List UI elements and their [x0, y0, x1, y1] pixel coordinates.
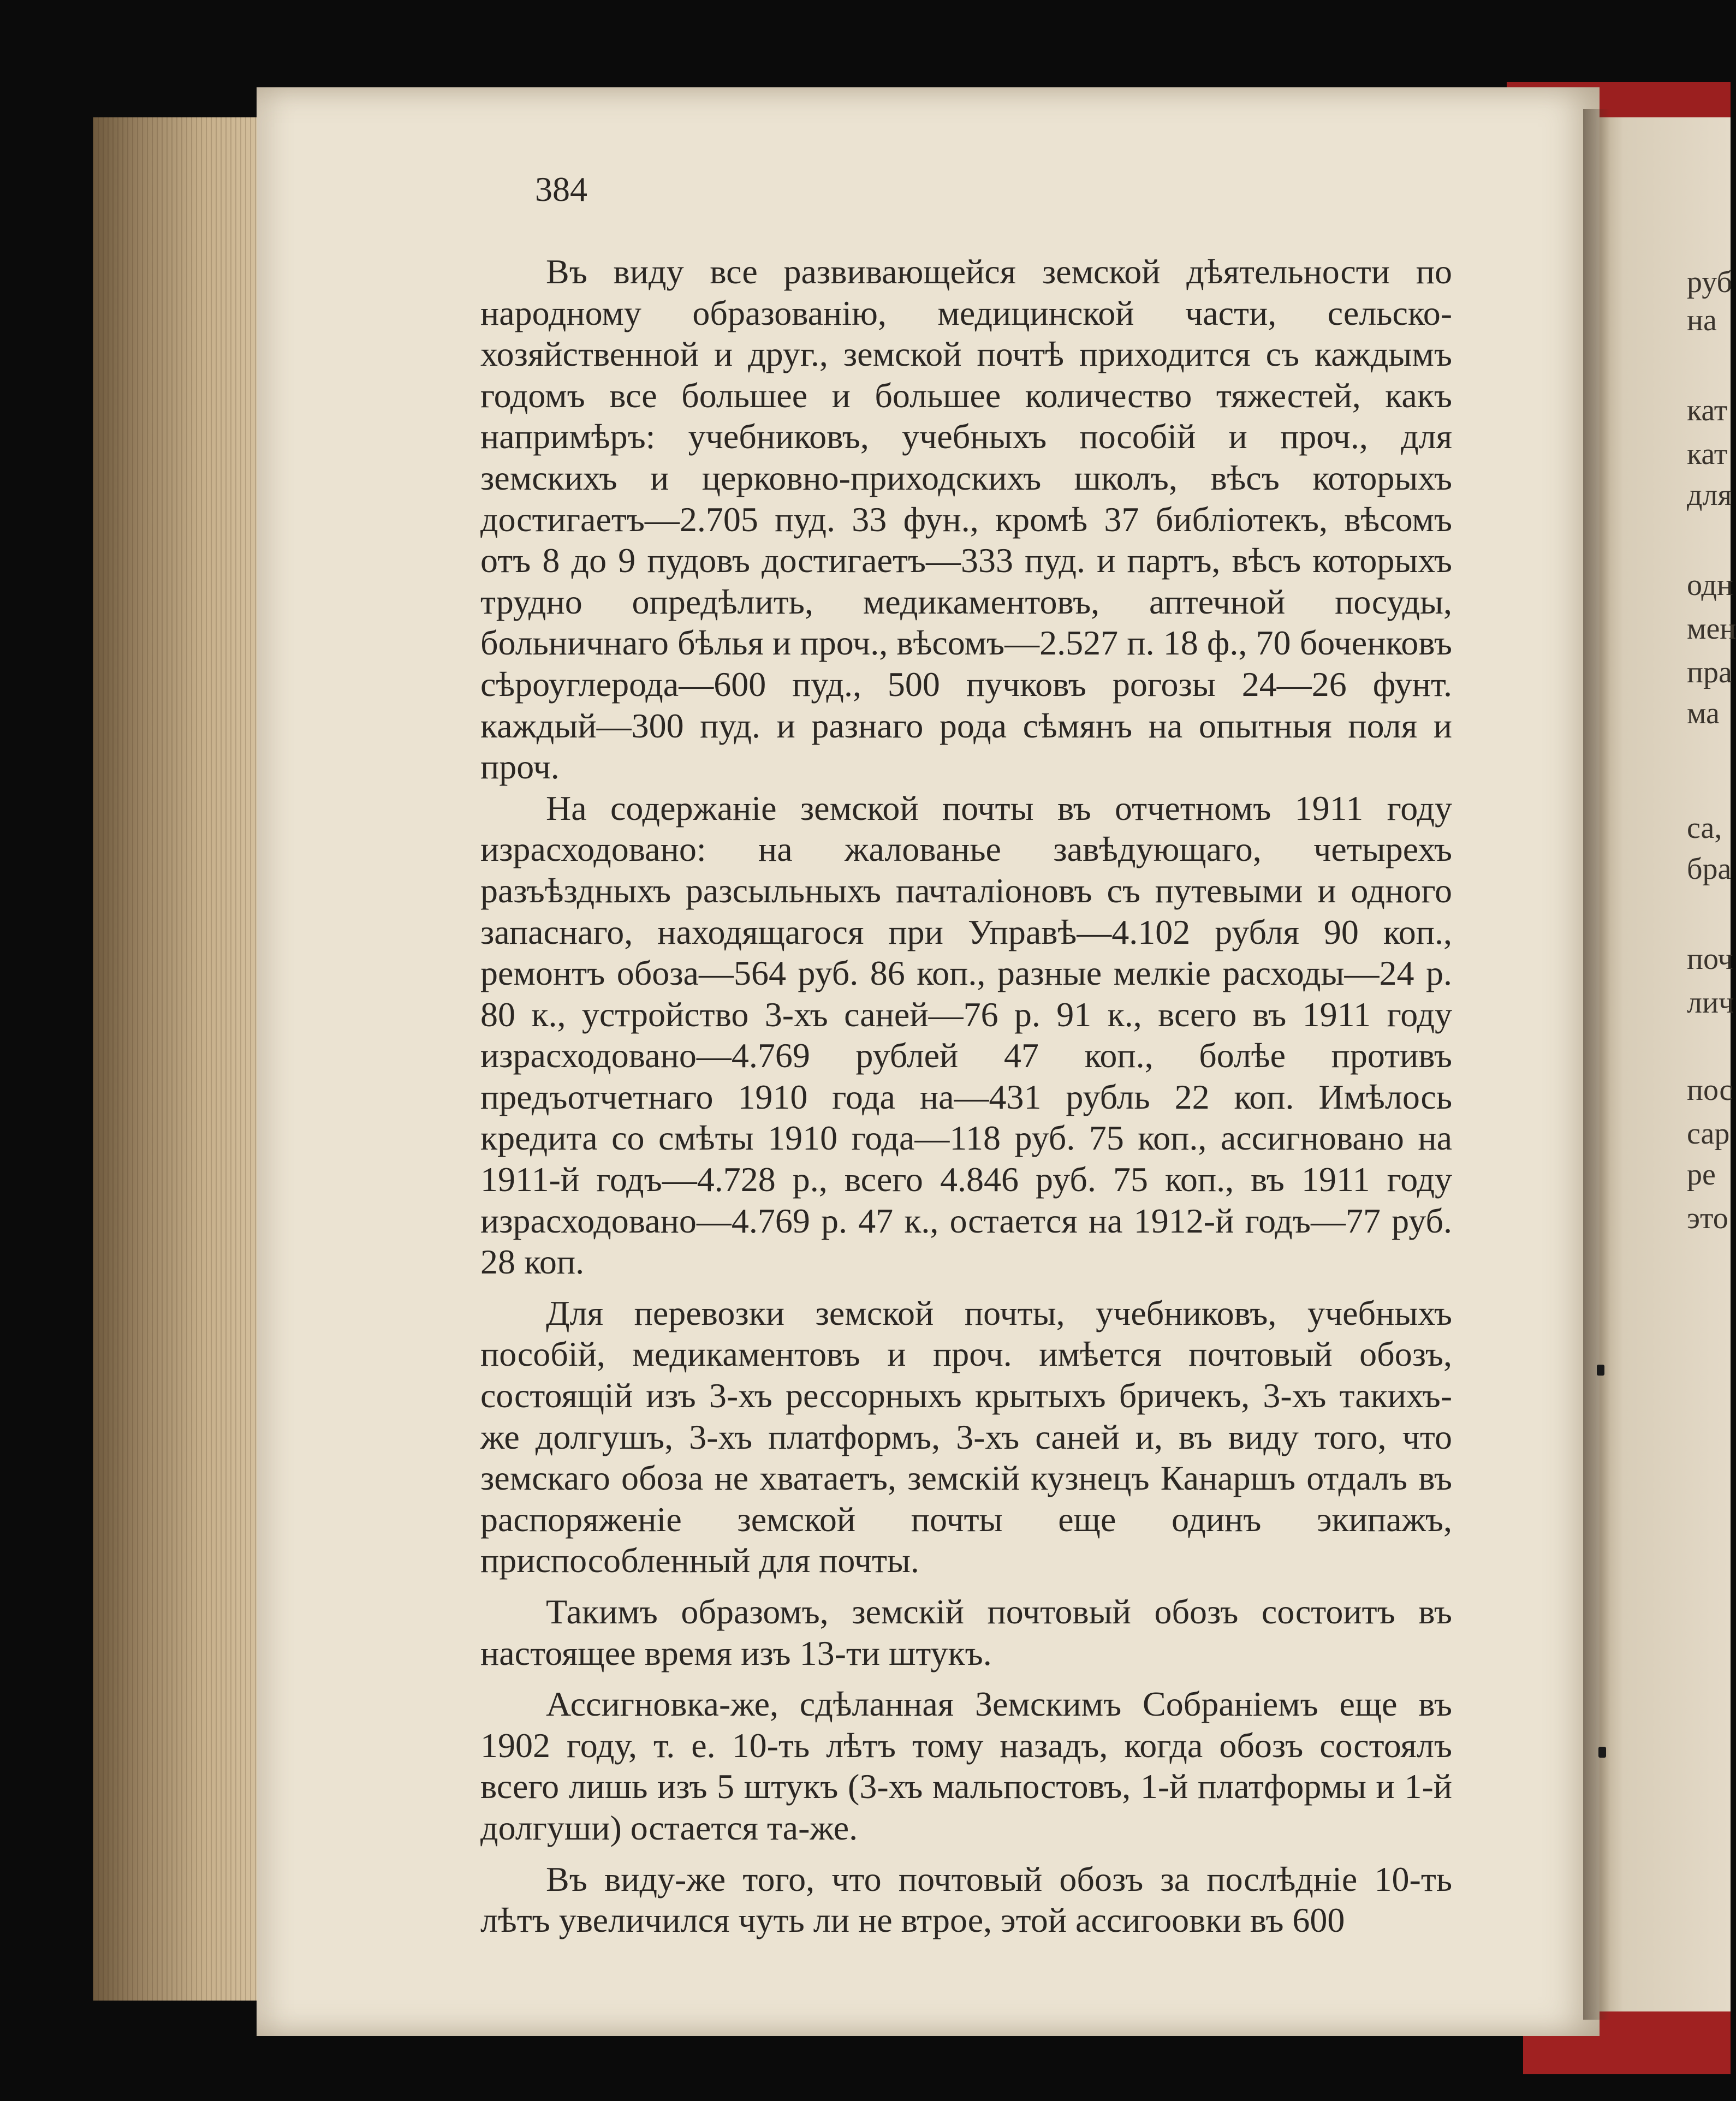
- right-page-fragment: поч: [1687, 942, 1733, 976]
- right-page-fragment: ма: [1687, 697, 1720, 730]
- right-page-fragment: сар: [1687, 1117, 1730, 1151]
- paragraph: Въ виду-же того, что почтовый обозъ за послѣдніе 10-ть лѣтъ увеличился чуть ли не втрое, этой ассигоовки въ 600: [480, 1859, 1452, 1940]
- right-page-fragment: бра: [1687, 852, 1732, 886]
- book-page: [257, 87, 1600, 2036]
- binding-mark: [1597, 1365, 1604, 1376]
- right-page-fragment: это: [1687, 1201, 1728, 1235]
- right-page-fragment: лич: [1687, 986, 1734, 1020]
- page-number: 384: [535, 170, 587, 209]
- paragraph: Ассигновка-же, сдѣланная Земскимъ Собраніемъ еще въ 1902 году, т. е. 10-ть лѣтъ тому назадъ, когда обозъ состоялъ всего лишь изъ 5 штукъ (3-хъ мальпостовъ, 1-й платформы и 1-й долгуши) остается та-же.: [480, 1685, 1452, 1847]
- paragraph: Въ виду все развивающейся земской дѣятельности по народному образованію, медицинской части, сельско-хозяйственной и друг., земской почтѣ приходится съ каждымъ годомъ все большее и большее количество тяжестей, какъ напримѣръ: учебниковъ, учебныхъ пособій и проч., для земскихъ и церковно-приходскихъ школъ, вѣсъ которыхъ достигаетъ—2.705 пуд. 33 фун., кромѣ 37 библіотекъ, вѣсомъ отъ 8 до 9 пудовъ достигаетъ—333 пуд. и партъ, вѣсъ которыхъ трудно опредѣлить, медикаментовъ, аптечной посуды, больничнаго бѣлья и проч., вѣсомъ—2.527 п. 18 ф., 70 боченковъ сѣроуглерода—600 пуд., 500 пучковъ рогозы 24—26 фунт. каждый—300 пуд. и разнаго рода сѣмянъ на опытныя поля и проч.: [480, 252, 1452, 787]
- paragraph: На содержаніе земской почты въ отчетномъ 1911 году израсходовано: на жалованье завѣдующаго, четырехъ разъѣздныхъ разсыльныхъ пачталіоновъ съ путевыми и одного запаснаго, находящагося при Управѣ—4.102 рубля 90 коп., ремонтъ обоза—564 руб. 86 коп., разные мелкіе расходы—24 р. 80 к., устройство 3-хъ саней—76 р. 91 к., всего въ 1911 году израсходовано—4.769 рублей 47 коп., болѣе противъ предъотчетнаго 1910 года на—431 рубль 22 коп. Имѣлось кредита со смѣты 1910 года—118 руб. 75 коп., ассигновано на 1911-й годъ—4.728 р., всего 4.846 руб. 75 коп., въ 1911 году израсходовано—4.769 р. 47 к., остается на 1912-й годъ—77 руб. 28 коп.: [480, 788, 1452, 1282]
- binding-mark: [1598, 1747, 1606, 1758]
- right-page: [1597, 117, 1736, 2011]
- page-body-text: [480, 251, 1452, 1941]
- paragraph: Для перевозки земской почты, учебниковъ, учебныхъ пособій, медикаментовъ и проч. имѣется почтовый обозъ, состоящій изъ 3-хъ рессорныхъ крытыхъ бричекъ, 3-хъ такихъ-же долгушъ, 3-хъ платформъ, 3-хъ саней и, въ виду того, что земскаго обоза не хватаетъ, земскій кузнецъ Канаршъ отдалъ въ распоряженіе земской почты еще одинъ экипажъ, приспособленный для почты.: [480, 1293, 1452, 1580]
- right-page-fragment: руб: [1687, 265, 1733, 299]
- right-page-fragment: на: [1687, 303, 1717, 337]
- right-page-fragment: для: [1687, 478, 1732, 512]
- right-page-fragment: са,: [1687, 811, 1722, 845]
- paragraph: Такимъ образомъ, земскій почтовый обозъ состоитъ въ настоящее время изъ 13-ти штукъ.: [480, 1592, 1452, 1673]
- right-page-fragment: одн: [1687, 568, 1733, 602]
- right-page-fragment: кат: [1687, 394, 1728, 427]
- page-gutter-shadow: [1583, 109, 1610, 2020]
- right-page-fragment: кат: [1687, 437, 1728, 471]
- right-page-fragment: пра: [1687, 656, 1732, 689]
- right-page-fragment: мен: [1687, 612, 1736, 646]
- page-block-edge: [93, 117, 267, 2001]
- right-page-fragment: ре: [1687, 1158, 1716, 1192]
- right-page-fragment: пос: [1687, 1073, 1733, 1107]
